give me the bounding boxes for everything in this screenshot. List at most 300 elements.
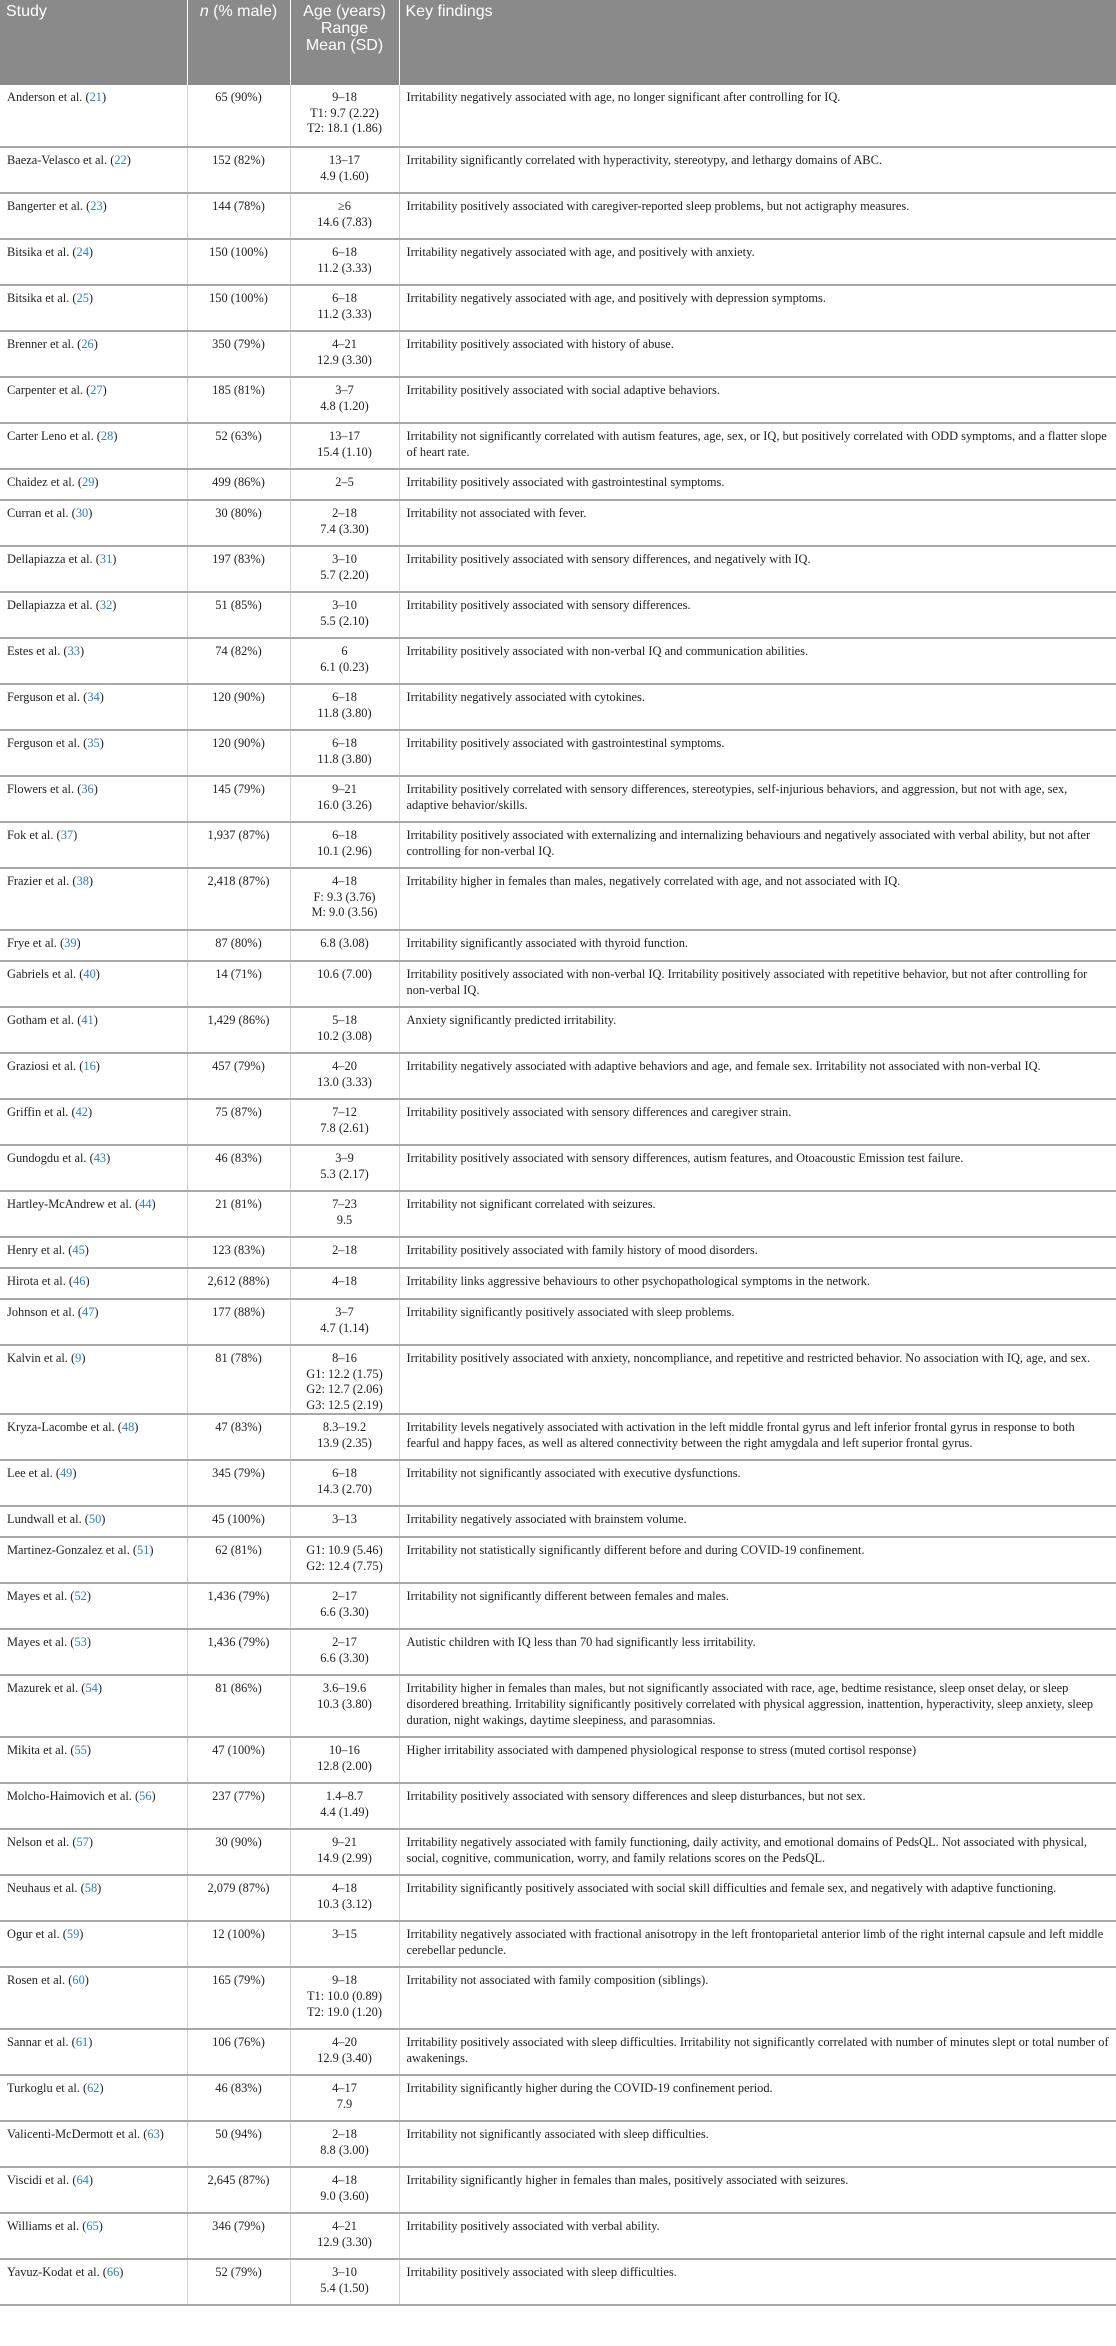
- reference-link[interactable]: 30: [75, 506, 89, 520]
- cell-age: [290, 1783, 399, 1829]
- cell-age: [290, 1967, 399, 2029]
- study-author: Hartley-McAndrew et al. (: [7, 1197, 140, 1211]
- cell-age: [290, 423, 399, 469]
- cell-study: Turkoglu et al. (62): [0, 2075, 187, 2121]
- table-row: [0, 1583, 1116, 1629]
- cell-study: Mayes et al. (53): [0, 1629, 187, 1675]
- study-author: Mazurek et al. (: [7, 1681, 86, 1696]
- cell-findings: Irritability not significantly associated with executive dysfunctions.: [399, 1460, 1116, 1506]
- study-author: Bitsika et al. (: [7, 291, 77, 305]
- table-row: [0, 1414, 1116, 1460]
- cell-study: Lee et al. (49): [0, 1460, 187, 1506]
- age-line: 12.9 (3.30): [317, 352, 372, 367]
- study-author: Anderson et al. (: [7, 90, 90, 104]
- age-line: 6–18: [332, 828, 357, 842]
- cell-n: 350 (79%): [187, 331, 290, 377]
- cell-age: [290, 1345, 399, 1414]
- reference-link[interactable]: 62: [87, 2081, 100, 2096]
- cell-findings: Irritability positively associated with non-verbal IQ and communication abilities.: [399, 638, 1116, 684]
- cell-study: Molcho-Haimovich et al. (56): [0, 1783, 187, 1829]
- cell-study: Kryza-Lacombe et al. (48): [0, 1414, 187, 1460]
- age-line: 6–18: [332, 291, 357, 305]
- age-line: 11.2 (3.33): [317, 306, 372, 321]
- age-line: 10.3 (3.12): [317, 1896, 372, 1911]
- cell-age: [290, 1583, 399, 1629]
- study-author: Martinez-Gonzalez et al. (: [7, 1543, 138, 1558]
- age-line: 2–18: [332, 2127, 357, 2142]
- age-line: 5.3 (2.17): [320, 1166, 369, 1181]
- cell-findings: Irritability higher in females than males, negatively correlated with age, and not associated with IQ.: [399, 868, 1116, 930]
- table-row: [0, 1783, 1116, 1829]
- reference-link[interactable]: 53: [74, 1635, 87, 1650]
- age-line: 12.9 (3.40): [317, 2050, 372, 2065]
- cell-findings: Irritability not statistically significantly different before and during COVID-19 confinement.: [399, 1537, 1116, 1583]
- cell-study: Mayes et al. (52): [0, 1583, 187, 1629]
- age-line: 3–15: [332, 1927, 357, 1942]
- table-row: [0, 1268, 1116, 1299]
- reference-link[interactable]: 26: [81, 337, 94, 351]
- cell-age: [290, 1506, 399, 1537]
- table-row: [0, 638, 1116, 684]
- age-line: 7.4 (3.30): [320, 521, 369, 536]
- cell-findings: Autistic children with IQ less than 70 had significantly less irritability.: [399, 1629, 1116, 1675]
- table-row: [0, 1737, 1116, 1783]
- table-row: [0, 331, 1116, 377]
- cell-n: 52 (79%): [187, 2259, 290, 2305]
- cell-n: 46 (83%): [187, 1145, 290, 1191]
- age-line: 3–10: [332, 552, 357, 566]
- reference-link[interactable]: 9: [75, 1351, 82, 1365]
- study-author: Molcho-Haimovich et al. (: [7, 1789, 140, 1804]
- cell-study: Kalvin et al. (9): [0, 1345, 187, 1414]
- cell-study: Baeza-Velasco et al. (22): [0, 147, 187, 193]
- table-row: [0, 2259, 1116, 2305]
- study-author: Hirota et al. (: [7, 1274, 74, 1288]
- cell-study: Johnson et al. (47): [0, 1299, 187, 1345]
- table-row: [0, 85, 1116, 147]
- cell-age: [290, 500, 399, 546]
- reference-link[interactable]: 23: [90, 199, 103, 213]
- reference-link[interactable]: 48: [121, 1420, 135, 1435]
- age-line: 11.8 (3.80): [317, 705, 372, 720]
- reference-link[interactable]: 58: [84, 1881, 98, 1896]
- age-line: 9–21: [332, 1835, 357, 1850]
- reference-link[interactable]: 59: [66, 1927, 80, 1942]
- cell-n: 197 (83%): [187, 546, 290, 592]
- reference-link[interactable]: 36: [81, 782, 94, 796]
- cell-age: [290, 868, 399, 930]
- age-line: 4–18: [332, 1274, 357, 1288]
- cell-age: [290, 1145, 399, 1191]
- cell-n: 2,079 (87%): [187, 1875, 290, 1921]
- cell-age: [290, 239, 399, 285]
- cell-study: Dellapiazza et al. (31): [0, 546, 187, 592]
- reference-link[interactable]: 41: [81, 1013, 94, 1027]
- cell-findings: Irritability significantly positively associated with sleep problems.: [399, 1299, 1116, 1345]
- cell-n: 2,645 (87%): [187, 2167, 290, 2213]
- age-line: 10.3 (3.80): [317, 1696, 372, 1711]
- age-line: G3: 12.5 (2.19): [306, 1397, 383, 1412]
- table-row: [0, 1829, 1116, 1875]
- header-age-line: Range: [320, 20, 369, 37]
- age-line: 4–21: [332, 337, 357, 351]
- age-line: 4–18: [332, 874, 357, 888]
- cell-n: 51 (85%): [187, 592, 290, 638]
- reference-link[interactable]: 38: [76, 874, 89, 888]
- cell-study: Graziosi et al. (16): [0, 1053, 187, 1099]
- age-line: T2: 19.0 (1.20): [306, 2004, 383, 2019]
- cell-study: Frazier et al. (38): [0, 868, 187, 930]
- cell-findings: Anxiety significantly predicted irritability.: [399, 1007, 1116, 1053]
- reference-link[interactable]: 63: [147, 2127, 160, 2142]
- age-line: 3–7: [335, 1305, 354, 1319]
- cell-age: [290, 822, 399, 868]
- cell-age: [290, 2213, 399, 2259]
- study-author: Kalvin et al. (: [7, 1351, 76, 1365]
- cell-n: 144 (78%): [187, 193, 290, 239]
- cell-age: [290, 377, 399, 423]
- reference-link[interactable]: 39: [64, 936, 77, 950]
- study-author: Gundogdu et al. (: [7, 1151, 94, 1165]
- cell-n: 47 (83%): [187, 1414, 290, 1460]
- age-line: 6–18: [332, 736, 357, 750]
- cell-age: [290, 730, 399, 776]
- age-line: 6–18: [332, 690, 357, 704]
- cell-findings: Irritability significantly higher during the COVID-19 confinement period.: [399, 2075, 1116, 2121]
- cell-study: Ferguson et al. (35): [0, 730, 187, 776]
- cell-n: 237 (77%): [187, 1783, 290, 1829]
- cell-n: 150 (100%): [187, 285, 290, 331]
- reference-link[interactable]: 54: [85, 1681, 98, 1696]
- table-row: [0, 1191, 1116, 1237]
- age-line: 14.6 (7.83): [317, 214, 372, 229]
- cell-study: Viscidi et al. (64): [0, 2167, 187, 2213]
- reference-link[interactable]: 25: [76, 291, 89, 305]
- age-line: 2–18: [332, 506, 357, 520]
- age-line: 12.9 (3.30): [317, 2234, 372, 2249]
- age-line: 4–20: [332, 2035, 357, 2050]
- cell-study: Gabriels et al. (40): [0, 961, 187, 1007]
- table-row: [0, 147, 1116, 193]
- age-line: 5.7 (2.20): [320, 567, 369, 582]
- header-study: Study: [0, 0, 187, 85]
- table-row: [0, 2075, 1116, 2121]
- table-row: [0, 1007, 1116, 1053]
- cell-age: [290, 546, 399, 592]
- study-author: Valicenti-McDermott et al. (: [7, 2127, 148, 2142]
- cell-age: [290, 1737, 399, 1783]
- cell-findings: Irritability positively associated with gastrointestinal symptoms.: [399, 469, 1116, 500]
- age-line: 6–18: [332, 245, 357, 259]
- cell-study: Williams et al. (65): [0, 2213, 187, 2259]
- study-author: Yavuz-Kodat et al. (: [7, 2265, 107, 2280]
- cell-study: Mikita et al. (55): [0, 1737, 187, 1783]
- reference-link[interactable]: 43: [93, 1151, 107, 1165]
- study-author: Flowers et al. (: [7, 782, 82, 796]
- cell-findings: Irritability not significantly associated with sleep difficulties.: [399, 2121, 1116, 2167]
- study-author: Neuhaus et al. (: [7, 1881, 85, 1896]
- age-line: 11.8 (3.80): [317, 751, 372, 766]
- cell-study: Griffin et al. (42): [0, 1099, 187, 1145]
- age-line: 9–18: [332, 1973, 357, 1988]
- reference-link[interactable]: 56: [139, 1789, 152, 1804]
- reference-link[interactable]: 57: [76, 1835, 89, 1850]
- study-author: Henry et al. (: [7, 1243, 73, 1257]
- cell-n: 45 (100%): [187, 1506, 290, 1537]
- age-line: 8.8 (3.00): [320, 2142, 369, 2157]
- cell-n: 81 (78%): [187, 1345, 290, 1414]
- table-row: [0, 730, 1116, 776]
- reference-link[interactable]: 55: [74, 1743, 87, 1758]
- age-line: 9.5: [336, 1212, 353, 1227]
- age-line: 11.2 (3.33): [317, 260, 372, 275]
- table-row: [0, 2029, 1116, 2075]
- reference-link[interactable]: 50: [88, 1512, 102, 1527]
- cell-age: [290, 1191, 399, 1237]
- cell-age: [290, 331, 399, 377]
- cell-n: 14 (71%): [187, 961, 290, 1007]
- cell-findings: Irritability significantly correlated with hyperactivity, stereotypy, and lethargy domains of ABC.: [399, 147, 1116, 193]
- cell-findings: Irritability positively associated with sleep difficulties.: [399, 2259, 1116, 2305]
- cell-findings: Irritability positively correlated with sensory differences, stereotypies, self-injurious behaviors, and aggression, but not with age, sex, adaptive behavior/skills.: [399, 776, 1116, 822]
- table-row: [0, 592, 1116, 638]
- cell-n: 145 (79%): [187, 776, 290, 822]
- reference-link[interactable]: 49: [59, 1466, 73, 1481]
- cell-n: 65 (90%): [187, 85, 290, 147]
- cell-study: Bitsika et al. (25): [0, 285, 187, 331]
- cell-findings: Irritability levels negatively associated with activation in the left middle frontal gyrus and left inferior frontal gyrus in response to both fearful and happy faces, as well as altered connectivity between the right amygdala and left superior frontal gyrus.: [399, 1414, 1116, 1460]
- table-row: [0, 930, 1116, 961]
- cell-age: [290, 1299, 399, 1345]
- study-author: Lundwall et al. (: [7, 1512, 89, 1527]
- age-line: 10.1 (2.96): [317, 843, 372, 858]
- header-n-suffix: (% male): [213, 3, 278, 20]
- table-row: [0, 776, 1116, 822]
- study-author: Curran et al. (: [7, 506, 76, 520]
- table-row: [0, 1921, 1116, 1967]
- reference-link[interactable]: 47: [82, 1305, 95, 1319]
- age-line: 14.9 (2.99): [317, 1850, 372, 1865]
- cell-findings: Irritability positively associated with history of abuse.: [399, 331, 1116, 377]
- header-age: [290, 0, 399, 85]
- cell-findings: Irritability links aggressive behaviours to other psychopathological symptoms in the network.: [399, 1268, 1116, 1299]
- cell-findings: Irritability not significantly correlated with autism features, age, sex, or IQ, but positively correlated with ODD symptoms, and a flatter slope of heart rate.: [399, 423, 1116, 469]
- cell-n: 1,436 (79%): [187, 1583, 290, 1629]
- cell-findings: Irritability positively associated with non-verbal IQ. Irritability positively associated with repetitive behavior, but not after controlling for non-verbal IQ.: [399, 961, 1116, 1007]
- header-age-line: Age (years): [303, 3, 386, 20]
- age-line: 3–7: [335, 383, 354, 397]
- study-author: Carpenter et al. (: [7, 383, 91, 397]
- age-line: 7–12: [332, 1105, 357, 1119]
- age-line: 3–13: [332, 1512, 357, 1527]
- cell-age: [290, 684, 399, 730]
- cell-age: [290, 1921, 399, 1967]
- table-row: [0, 1099, 1116, 1145]
- reference-link[interactable]: 24: [76, 245, 89, 259]
- cell-n: 165 (79%): [187, 1967, 290, 2029]
- table-row: [0, 1345, 1116, 1414]
- cell-study: Ferguson et al. (34): [0, 684, 187, 730]
- cell-findings: Irritability positively associated with sensory differences, and negatively with IQ.: [399, 546, 1116, 592]
- cell-study: Bangerter et al. (23): [0, 193, 187, 239]
- age-line: 6–18: [332, 1466, 357, 1481]
- reference-link[interactable]: 45: [72, 1243, 85, 1257]
- age-line: 4.8 (1.20): [320, 398, 369, 413]
- cell-findings: Irritability negatively associated with cytokines.: [399, 684, 1116, 730]
- cell-age: [290, 2167, 399, 2213]
- age-line: G1: 10.9 (5.46): [306, 1543, 383, 1558]
- reference-link[interactable]: 33: [67, 644, 80, 658]
- reference-link[interactable]: 35: [87, 736, 100, 750]
- age-line: 10–16: [329, 1743, 360, 1758]
- cell-study: Gundogdu et al. (43): [0, 1145, 187, 1191]
- cell-study: Lundwall et al. (50): [0, 1506, 187, 1537]
- cell-n: 177 (88%): [187, 1299, 290, 1345]
- cell-study: Rosen et al. (60): [0, 1967, 187, 2029]
- cell-age: [290, 147, 399, 193]
- cell-findings: Irritability positively associated with social adaptive behaviors.: [399, 377, 1116, 423]
- table-row: [0, 500, 1116, 546]
- age-line: ≥6: [338, 199, 351, 213]
- cell-findings: Irritability significantly positively associated with social skill difficulties and female sex, and negatively with adaptive functioning.: [399, 1875, 1116, 1921]
- cell-n: 106 (76%): [187, 2029, 290, 2075]
- cell-age: [290, 638, 399, 684]
- study-author: Sannar et al. (: [7, 2035, 76, 2050]
- cell-age: [290, 1414, 399, 1460]
- table-row: [0, 469, 1116, 500]
- reference-link[interactable]: 61: [75, 2035, 89, 2050]
- age-line: 14.3 (2.70): [317, 1481, 372, 1496]
- reference-link[interactable]: 22: [114, 153, 127, 167]
- reference-link[interactable]: 46: [73, 1274, 86, 1288]
- cell-study: Chaidez et al. (29): [0, 469, 187, 500]
- age-line: T1: 10.0 (0.89): [306, 1988, 383, 2003]
- cell-n: 47 (100%): [187, 1737, 290, 1783]
- cell-study: Hartley-McAndrew et al. (44): [0, 1191, 187, 1237]
- cell-n: 50 (94%): [187, 2121, 290, 2167]
- age-line: 2–18: [332, 1243, 357, 1257]
- cell-n: 1,937 (87%): [187, 822, 290, 868]
- age-line: 7–23: [332, 1197, 357, 1211]
- cell-findings: Irritability not associated with fever.: [399, 500, 1116, 546]
- cell-n: 1,436 (79%): [187, 1629, 290, 1675]
- cell-age: [290, 1460, 399, 1506]
- reference-link[interactable]: 31: [99, 552, 113, 566]
- reference-link[interactable]: 27: [90, 383, 103, 397]
- table-row: [0, 961, 1116, 1007]
- age-line: 6.6 (3.30): [320, 1650, 369, 1665]
- cell-age: [290, 2029, 399, 2075]
- age-line: 6.8 (3.08): [320, 936, 369, 950]
- header-age-line: Mean (SD): [305, 37, 384, 54]
- cell-age: [290, 776, 399, 822]
- reference-link[interactable]: 29: [82, 475, 95, 489]
- cell-findings: Irritability negatively associated with age, and positively with anxiety.: [399, 239, 1116, 285]
- cell-n: 74 (82%): [187, 638, 290, 684]
- cell-study: Gotham et al. (41): [0, 1007, 187, 1053]
- cell-n: 30 (90%): [187, 1829, 290, 1875]
- age-line: 2–17: [332, 1635, 357, 1650]
- reference-link[interactable]: 28: [100, 429, 114, 443]
- study-author: Gotham et al. (: [7, 1013, 82, 1027]
- reference-link[interactable]: 51: [137, 1543, 150, 1558]
- age-line: 2–17: [332, 1589, 357, 1604]
- study-author: Kryza-Lacombe et al. (: [7, 1420, 122, 1435]
- cell-study: Martinez-Gonzalez et al. (51): [0, 1537, 187, 1583]
- table-row: [0, 868, 1116, 930]
- cell-n: 30 (80%): [187, 500, 290, 546]
- reference-link[interactable]: 44: [139, 1197, 152, 1211]
- age-line: 5.5 (2.10): [320, 613, 369, 628]
- age-line: 9–21: [332, 782, 357, 796]
- age-line: 8–16: [332, 1351, 357, 1365]
- study-author: Carter Leno et al. (: [7, 429, 101, 443]
- reference-link[interactable]: 34: [87, 690, 100, 704]
- age-line: 13–17: [329, 429, 360, 443]
- table-row: [0, 1629, 1116, 1675]
- age-line: 10.2 (3.08): [317, 1028, 372, 1043]
- age-line: 3.6–19.6: [322, 1681, 367, 1696]
- cell-n: 123 (83%): [187, 1237, 290, 1268]
- age-line: 4–20: [332, 1059, 357, 1073]
- age-line: 15.4 (1.10): [317, 444, 372, 459]
- age-line: 4.9 (1.60): [320, 168, 369, 183]
- age-line: 3–10: [332, 598, 357, 612]
- table-body: [0, 85, 1116, 2305]
- age-line: 3–10: [332, 2265, 357, 2280]
- age-line: M: 9.0 (3.56): [311, 905, 378, 920]
- cell-n: 52 (63%): [187, 423, 290, 469]
- study-author: Frye et al. (: [7, 936, 65, 950]
- table-row: [0, 1875, 1116, 1921]
- reference-link[interactable]: 40: [83, 967, 96, 981]
- header-n-italic: n: [199, 3, 209, 20]
- reference-link[interactable]: 42: [75, 1105, 88, 1119]
- cell-age: [290, 85, 399, 147]
- age-line: 9–18: [332, 90, 357, 104]
- reference-link[interactable]: 32: [99, 598, 113, 612]
- cell-n: 1,429 (86%): [187, 1007, 290, 1053]
- table-row: [0, 1506, 1116, 1537]
- cell-study: Carpenter et al. (27): [0, 377, 187, 423]
- cell-study: Valicenti-McDermott et al. (63): [0, 2121, 187, 2167]
- cell-findings: Irritability negatively associated with family functioning, daily activity, and emotional domains of PedsQL. Not associated with physical, social, cognitive, communication, worry, and family relations scores on the PedsQL.: [399, 1829, 1116, 1875]
- cell-age: [290, 1007, 399, 1053]
- age-line: 4–17: [332, 2081, 357, 2096]
- table-row: [0, 2167, 1116, 2213]
- reference-link[interactable]: 64: [76, 2173, 89, 2188]
- reference-link[interactable]: 21: [89, 90, 102, 104]
- study-author: Fok et al. (: [7, 828, 61, 842]
- study-author: Ferguson et al. (: [7, 736, 88, 750]
- reference-link[interactable]: 16: [83, 1059, 96, 1073]
- cell-age: [290, 469, 399, 500]
- age-line: 4.4 (1.49): [320, 1804, 369, 1819]
- reference-link[interactable]: 66: [106, 2265, 120, 2280]
- header-findings: Key findings: [399, 0, 1116, 85]
- table-row: [0, 1537, 1116, 1583]
- table-row: [0, 1967, 1116, 2029]
- reference-link[interactable]: 37: [60, 828, 74, 842]
- cell-findings: Irritability positively associated with sensory differences.: [399, 592, 1116, 638]
- reference-link[interactable]: 60: [72, 1973, 85, 1988]
- age-line: 13.9 (2.35): [317, 1435, 372, 1450]
- age-line: 4–21: [332, 2219, 357, 2234]
- reference-link[interactable]: 52: [74, 1589, 87, 1604]
- cell-study: Estes et al. (33): [0, 638, 187, 684]
- reference-link[interactable]: 65: [86, 2219, 99, 2234]
- cell-n: 150 (100%): [187, 239, 290, 285]
